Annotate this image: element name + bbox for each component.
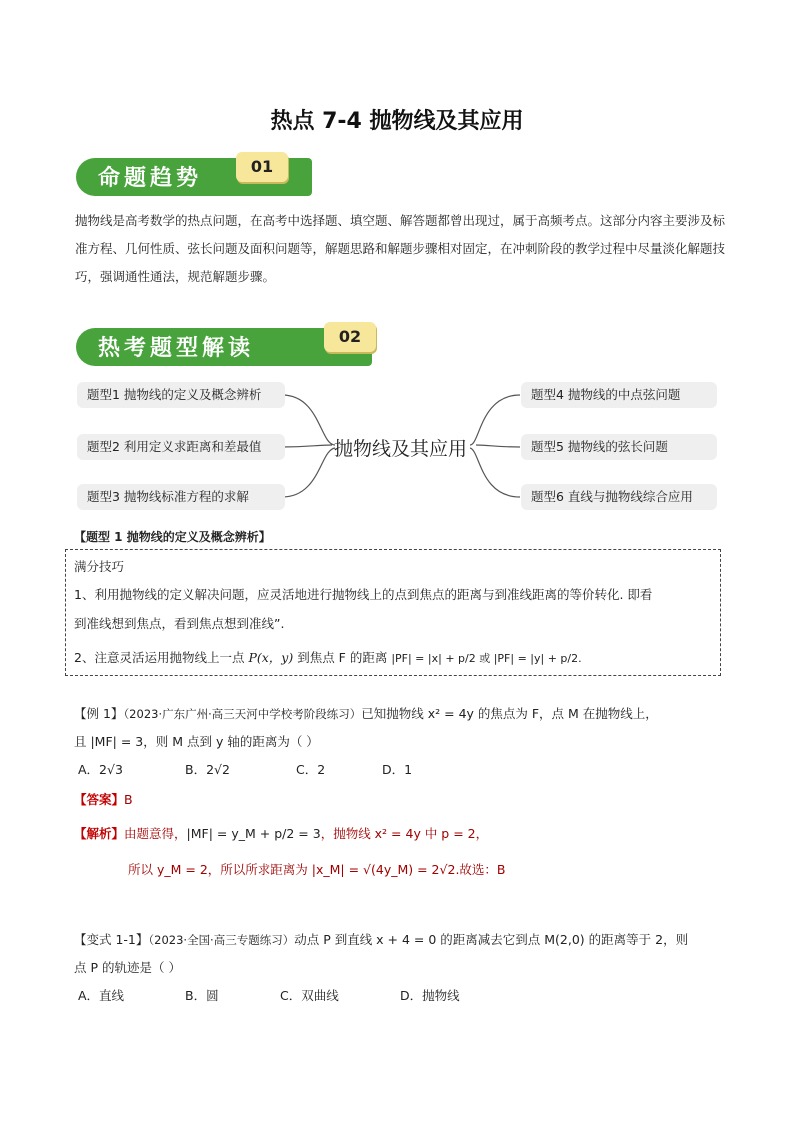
- example-option-d: D．1: [382, 762, 413, 777]
- example-1-line-1: [74, 704, 658, 722]
- banner-number: 02: [324, 322, 376, 352]
- banner-label: 命题趋势: [98, 165, 203, 191]
- analysis-text-2c: .故选：B: [455, 862, 506, 877]
- tips-title: 满分技巧: [74, 559, 125, 574]
- tips-line-2: [74, 648, 582, 666]
- analysis-text-2b: ，所以所求距离为 |x_M| = √(4y_M) = 2√2: [207, 862, 456, 877]
- tips-formula: |PF| = |x| + p/2 或 |PF| = |y| + p/2.: [391, 652, 582, 665]
- example-source: （2023·广东广州·高三天河中学校考阶段练习）: [123, 707, 362, 721]
- variant-question-1: 动点 P 到直线 x + 4 = 0 的距离减去它到点 M(2,0) 的距离等于 2，则: [294, 932, 689, 947]
- example-option-a: A．2√3: [78, 762, 123, 777]
- variant-line-1: [74, 930, 688, 948]
- answer-line: [74, 790, 133, 808]
- example-tag: 【例 1】: [74, 706, 124, 721]
- topic-heading: 【题型 1 抛物线的定义及概念辨析】: [74, 530, 271, 544]
- answer-tag: 【答案】: [74, 792, 125, 807]
- trend-paragraph: 抛物线是高考数学的热点问题，在高考中选择题、填空题、解答题都曾出现过，属于高频考点。这部分内容主要涉及标准方程、几何性质、弦长问题及面积问题等，解题思路和解题步骤相对固定，在冲刺阶段的教学过程中尽量淡化解题技巧，强调通性通法，规范解题步骤。: [75, 213, 726, 284]
- section-banner-trend: [76, 152, 312, 196]
- analysis-formula-1: |MF| = y_M + p/2 = 3: [186, 826, 321, 841]
- mindmap-topic-4: 题型4 抛物线的中点弦问题: [521, 382, 717, 408]
- example-question-1: 已知抛物线 x² = 4y 的焦点为 F，点 M 在抛物线上，: [361, 706, 658, 721]
- analysis-text-1c: ，抛物线 x² = 4y 中 p = 2，: [320, 826, 489, 841]
- page-title: 热点 7-4 抛物线及其应用: [270, 109, 524, 134]
- mindmap-center: 抛物线及其应用: [334, 438, 468, 460]
- banner-label: 热考题型解读: [98, 335, 255, 361]
- analysis-tag: 【解析】: [74, 826, 125, 841]
- variant-option-b: B．圆: [185, 988, 219, 1003]
- tips-line-1: 1、利用抛物线的定义解决问题，应灵活地进行抛物线上的点到焦点的距离与到准线距离的等价转化. 即看: [74, 587, 653, 602]
- analysis-text-1a: 由题意得，: [124, 826, 187, 841]
- mindmap-topic-3: 题型3 抛物线标准方程的求解: [77, 484, 285, 510]
- variant-question-2: 点 P 的轨迹是（ ）: [74, 960, 181, 975]
- mindmap-topic-5: 题型5 抛物线的弦长问题: [521, 434, 717, 460]
- tips-line-1b: 到准线想到焦点，看到焦点想到准线”.: [74, 616, 285, 631]
- mindmap-topic-1: 题型1 抛物线的定义及概念辨析: [77, 382, 285, 408]
- analysis-line-1: [74, 824, 488, 842]
- analysis-text-2a: 所以 y_M = 2: [128, 862, 208, 877]
- variant-tag: 【变式 1-1】: [74, 932, 149, 947]
- tips-line-2c: 到焦点 F 的距离: [293, 650, 392, 665]
- example-option-b: B．2√2: [185, 762, 230, 777]
- example-option-c: C．2: [296, 762, 326, 777]
- mindmap-topic-2: 题型2 利用定义求距离和差最值: [77, 434, 285, 460]
- variant-source: （2023·全国·高三专题练习）: [148, 933, 295, 947]
- analysis-line-2: [128, 860, 506, 878]
- variant-option-a: A．直线: [78, 988, 125, 1003]
- example-question-2: 且 |MF| = 3，则 M 点到 y 轴的距离为（ ）: [74, 734, 319, 749]
- tips-line-2a: 2、注意灵活运用抛物线上一点: [74, 650, 249, 665]
- answer-value: B: [124, 792, 133, 807]
- variant-option-c: C．双曲线: [280, 988, 339, 1003]
- section-banner-hot: [76, 322, 372, 366]
- mindmap-topic-6: 题型6 直线与抛物线综合应用: [521, 484, 717, 510]
- tips-point: P(x，y): [248, 650, 294, 665]
- banner-number: 01: [236, 152, 288, 182]
- variant-option-d: D．抛物线: [400, 988, 460, 1003]
